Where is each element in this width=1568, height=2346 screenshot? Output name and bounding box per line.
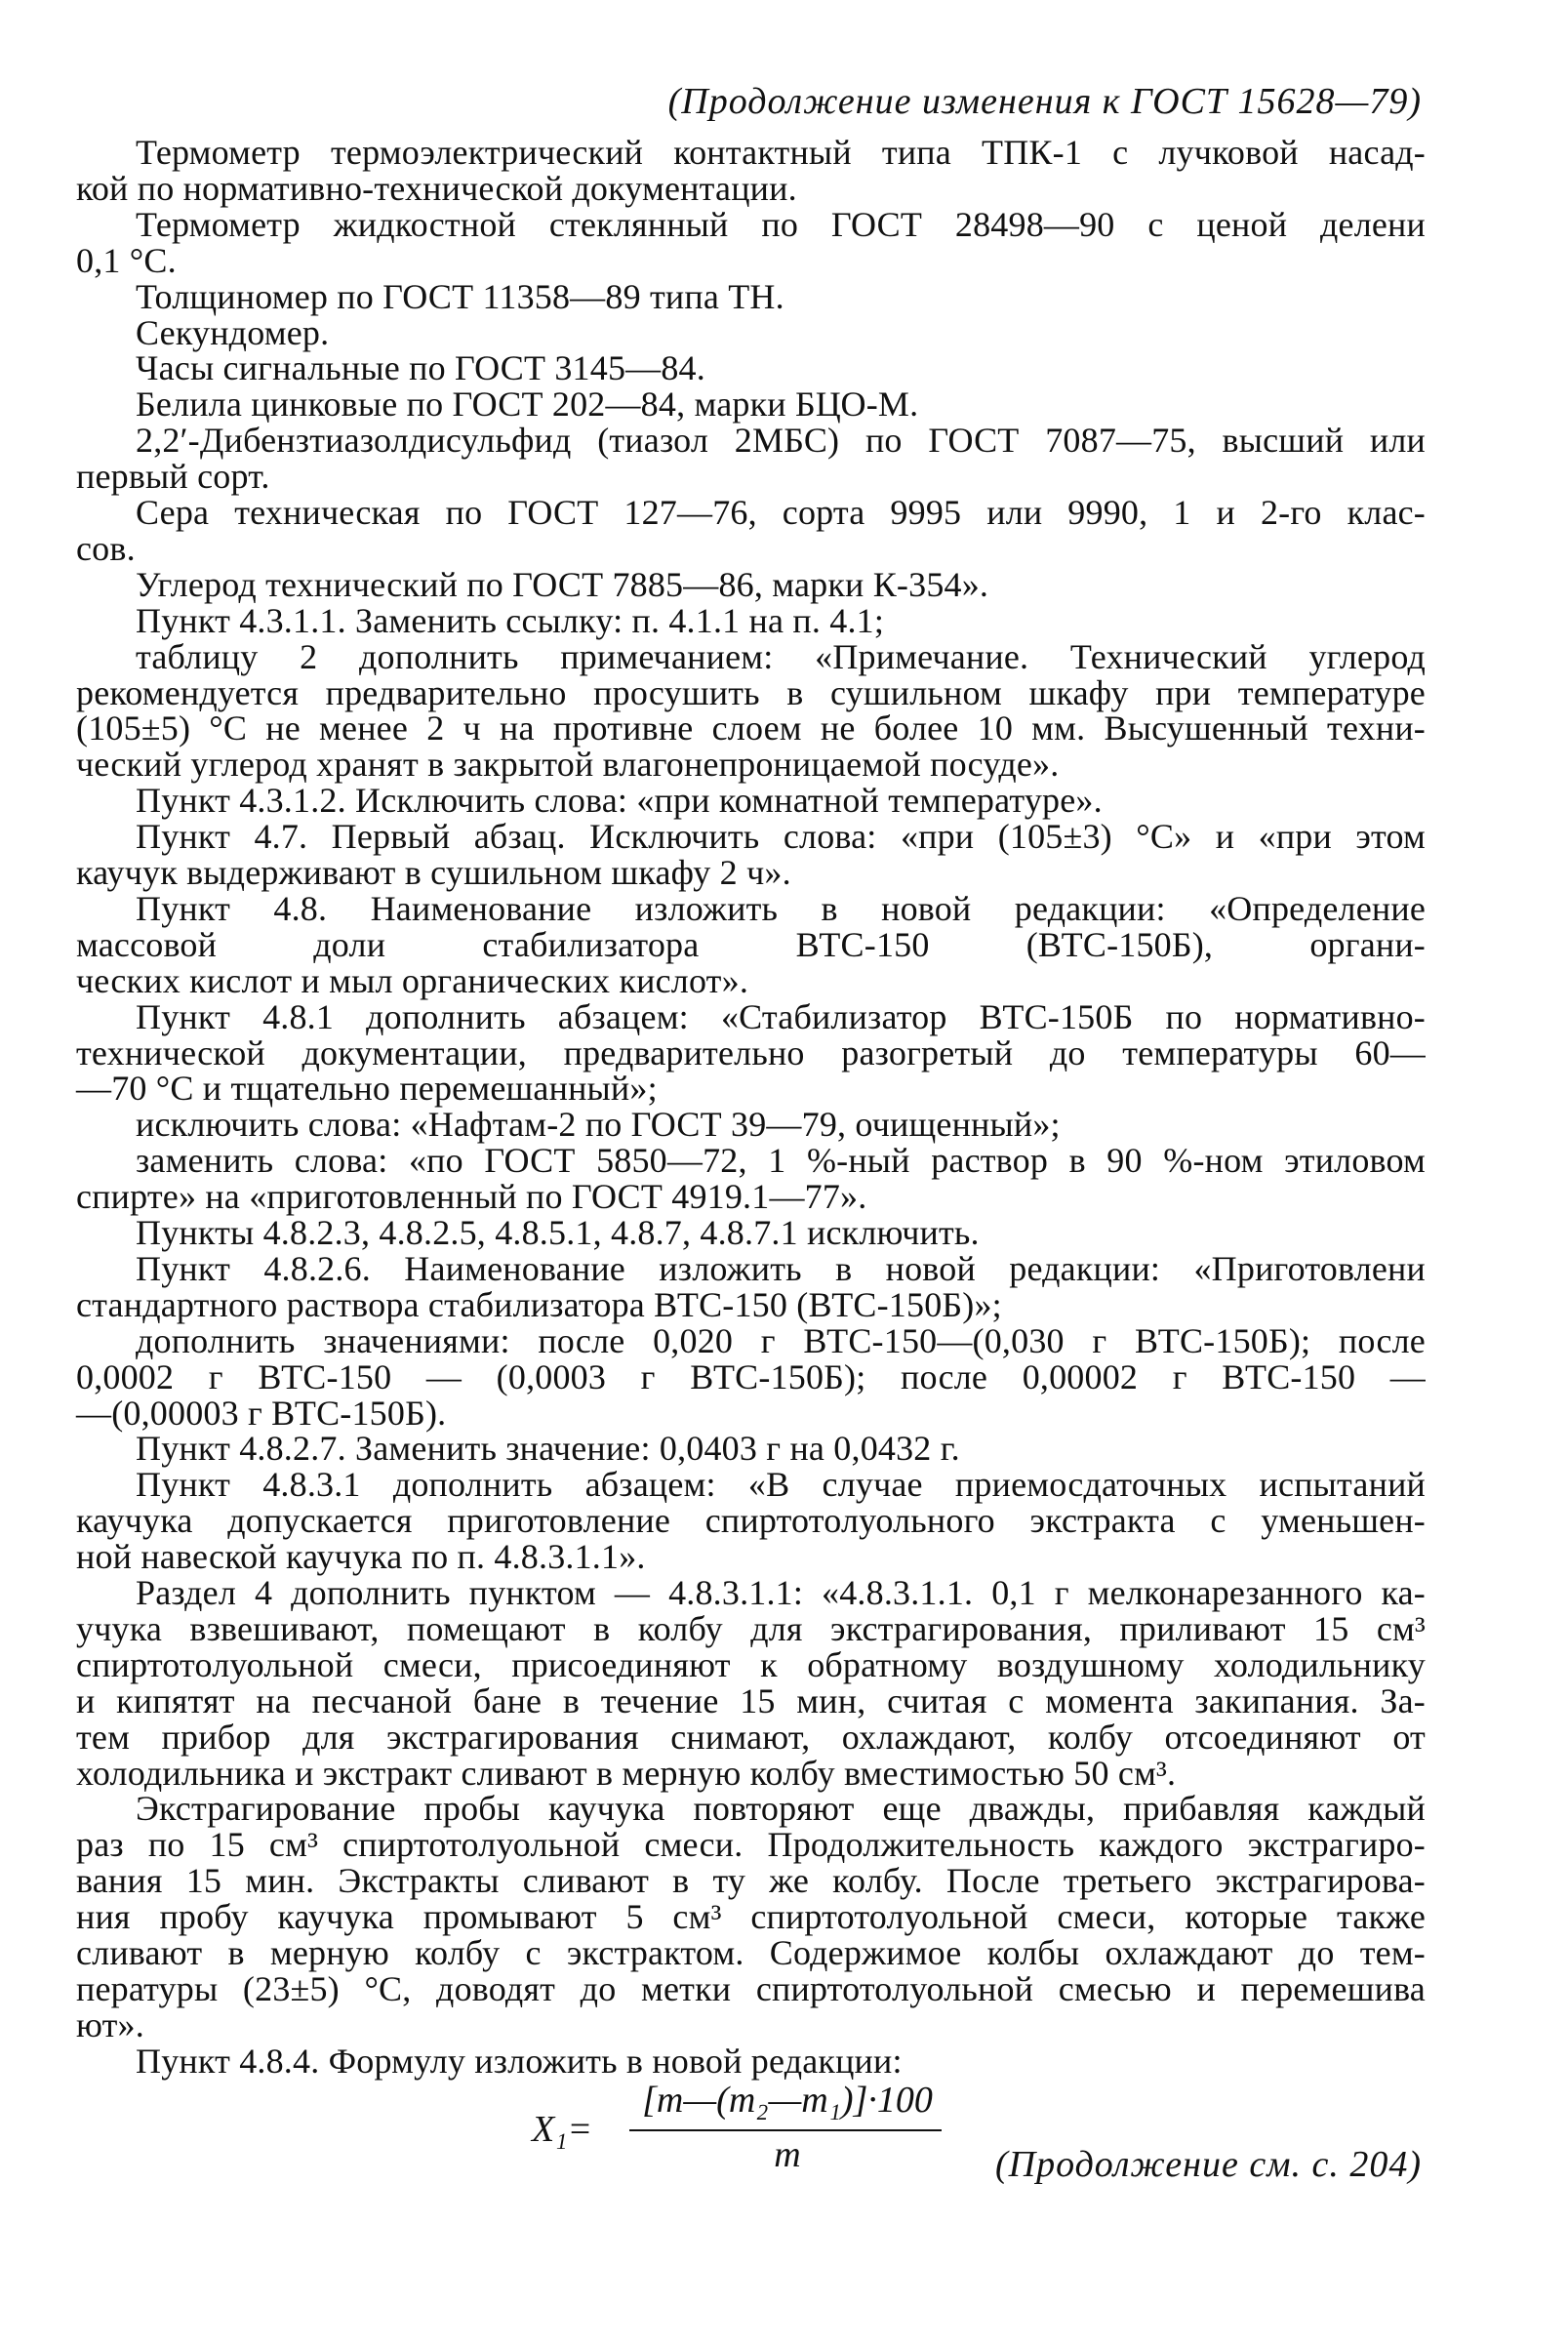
text-line: ной навеской каучука по п. 4.8.3.1.1». <box>76 1537 646 1576</box>
text-line: Пункт 4.7. Первый абзац. Исключить слова: «при (105±3) °С» и «при этом <box>136 817 1426 856</box>
text-line: —(0,00003 г ВТС-150Б). <box>76 1394 447 1433</box>
text-line: Пункт 4.8.1 дополнить абзацем: «Стабилизатор ВТС-150Б по нормативно- <box>136 997 1426 1036</box>
text-line: Пункты 4.8.2.3, 4.8.2.5, 4.8.5.1, 4.8.7, 4.8.7.1 исключить. <box>136 1213 980 1252</box>
formula <box>532 2079 942 2176</box>
text-line: тем прибор для экстрагирования снимают, охлаждают, колбу отсоединяют от <box>76 1718 1426 1757</box>
text-line: каучук выдерживают в сушильном шкафу 2 ч». <box>76 853 791 892</box>
text-line: первый сорт. <box>76 457 270 496</box>
text-line: Термометр жидкостной стеклянный по ГОСТ 28498—90 с ценой делени <box>136 205 1426 244</box>
text-line: пературы (23±5) °С, доводят до метки спиртотолуольной смесью и перемешива <box>76 1969 1426 2008</box>
text-line: Экстрагирование пробы каучука повторяют еще дважды, прибавляя каждый <box>136 1789 1426 1828</box>
text-line: рекомендуется предварительно просушить в сушильном шкафу при температуре <box>76 673 1426 712</box>
text-line: стандартного раствора стабилизатора ВТС-150 (ВТС-150Б)»; <box>76 1285 1002 1324</box>
text-line: таблицу 2 дополнить примечанием: «Примечание. Технический углерод <box>136 637 1426 676</box>
text-line: ческий углерод хранят в закрытой влагонепроницаемой посуде». <box>76 745 1060 784</box>
formula-lhs: X₁= <box>532 2109 593 2150</box>
text-line: —70 °С и тщательно перемешанный»; <box>76 1069 658 1108</box>
text-line: заменить слова: «по ГОСТ 5850—72, 1 %-ный раствор в 90 %-ном этиловом <box>136 1141 1426 1180</box>
text-line: 0,0002 г ВТС-150 — (0,0003 г ВТС-150Б); после 0,00002 г ВТС-150 — <box>76 1357 1426 1396</box>
text-line: сливают в мерную колбу с экстрактом. Содержимое колбы охлаждают до тем- <box>76 1933 1426 1972</box>
text-line: кой по нормативно-технической документации. <box>76 169 797 208</box>
text-line: Пункт 4.8.4. Формулу изложить в новой редакции: <box>136 2042 903 2081</box>
text-line: Пункт 4.3.1.1. Заменить ссылку: п. 4.1.1 на п. 4.1; <box>136 601 885 640</box>
formula-numerator: [m—(m₂—m₁)]·100 <box>642 2080 933 2121</box>
text-line: вания 15 мин. Экстракты сливают в ту же колбу. После третьего экстрагирова- <box>76 1861 1426 1900</box>
text-line: ют». <box>76 2005 144 2044</box>
text-line: технической документации, предварительно разогретый до температуры 60— <box>76 1033 1426 1072</box>
text-line: Пункт 4.3.1.2. Исключить слова: «при комнатной температуре». <box>136 781 1103 820</box>
formula-denominator: m <box>774 2134 801 2175</box>
text-line: дополнить значениями: после 0,020 г ВТС-150—(0,030 г ВТС-150Б); после <box>136 1321 1426 1360</box>
text-line: раз по 15 см³ спиртотолуольной смеси. Продолжительность каждого экстрагиро- <box>76 1825 1426 1864</box>
text-line: исключить слова: «Нафтам-2 по ГОСТ 39—79, очищенный»; <box>136 1105 1061 1144</box>
text-line: (105±5) °С не менее 2 ч на противне слоем не более 10 мм. Высушенный техни- <box>76 708 1426 748</box>
text-line: массовой доли стабилизатора ВТС-150 (ВТС-150Б), органи- <box>76 925 1426 964</box>
page-header: (Продолжение изменения к ГОСТ 15628—79) <box>667 81 1422 122</box>
text-line: Секундомер. <box>136 313 330 352</box>
text-line: Часы сигнальные по ГОСТ 3145—84. <box>136 348 705 387</box>
text-line: ния пробу каучука промывают 5 см³ спиртотолуольной смеси, которые также <box>76 1897 1426 1936</box>
text-line: Пункт 4.8.2.6. Наименование изложить в новой редакции: «Приготовлени <box>136 1249 1426 1288</box>
text-line: холодильника и экстракт сливают в мерную колбу вместимостью 50 см³. <box>76 1754 1177 1793</box>
text-line: спирте» на «приготовленный по ГОСТ 4919.1—77». <box>76 1177 867 1216</box>
text-line: каучука допускается приготовление спиртотолуольного экстракта с уменьшен- <box>76 1501 1426 1540</box>
text-line: и кипятят на песчаной бане в течение 15 мин, считая с момента закипания. За- <box>76 1681 1426 1720</box>
text-line: учука взвешивают, помещают в колбу для экстрагирования, приливают 15 см³ <box>76 1609 1426 1648</box>
text-line: Белила цинковые по ГОСТ 202—84, марки БЦО-М. <box>136 384 919 424</box>
text-line: сов. <box>76 529 136 568</box>
text-line: Пункт 4.8. Наименование изложить в новой редакции: «Определение <box>136 889 1426 928</box>
text-line: Углерод технический по ГОСТ 7885—86, марки К-354». <box>136 565 989 604</box>
text-line: спиртотолуольной смеси, присоединяют к обратному воздушному холодильнику <box>76 1645 1426 1684</box>
page-footer: (Продолжение см. с. 204) <box>994 2144 1422 2185</box>
text-line: Раздел 4 дополнить пунктом — 4.8.3.1.1: «4.8.3.1.1. 0,1 г мелконарезанного ка- <box>136 1573 1426 1612</box>
text-line: Термометр термоэлектрический контактный типа ТПК-1 с лучковой насад- <box>136 133 1426 172</box>
text-line: Толщиномер по ГОСТ 11358—89 типа ТН. <box>136 277 784 316</box>
text-line: Сера техническая по ГОСТ 127—76, сорта 9995 или 9990, 1 и 2-го клас- <box>136 493 1426 532</box>
text-line: 0,1 °С. <box>76 241 177 280</box>
formula-fraction-bar <box>629 2129 942 2131</box>
text-line: 2,2′-Дибензтиазолдисульфид (тиазол 2МБС) по ГОСТ 7087—75, высший или <box>136 421 1426 460</box>
text-line: Пункт 4.8.2.7. Заменить значение: 0,0403 г на 0,0432 г. <box>136 1429 960 1468</box>
text-line: ческих кислот и мыл органических кислот». <box>76 961 749 1000</box>
text-line: Пункт 4.8.3.1 дополнить абзацем: «В случае приемосдаточных испытаний <box>136 1465 1426 1504</box>
